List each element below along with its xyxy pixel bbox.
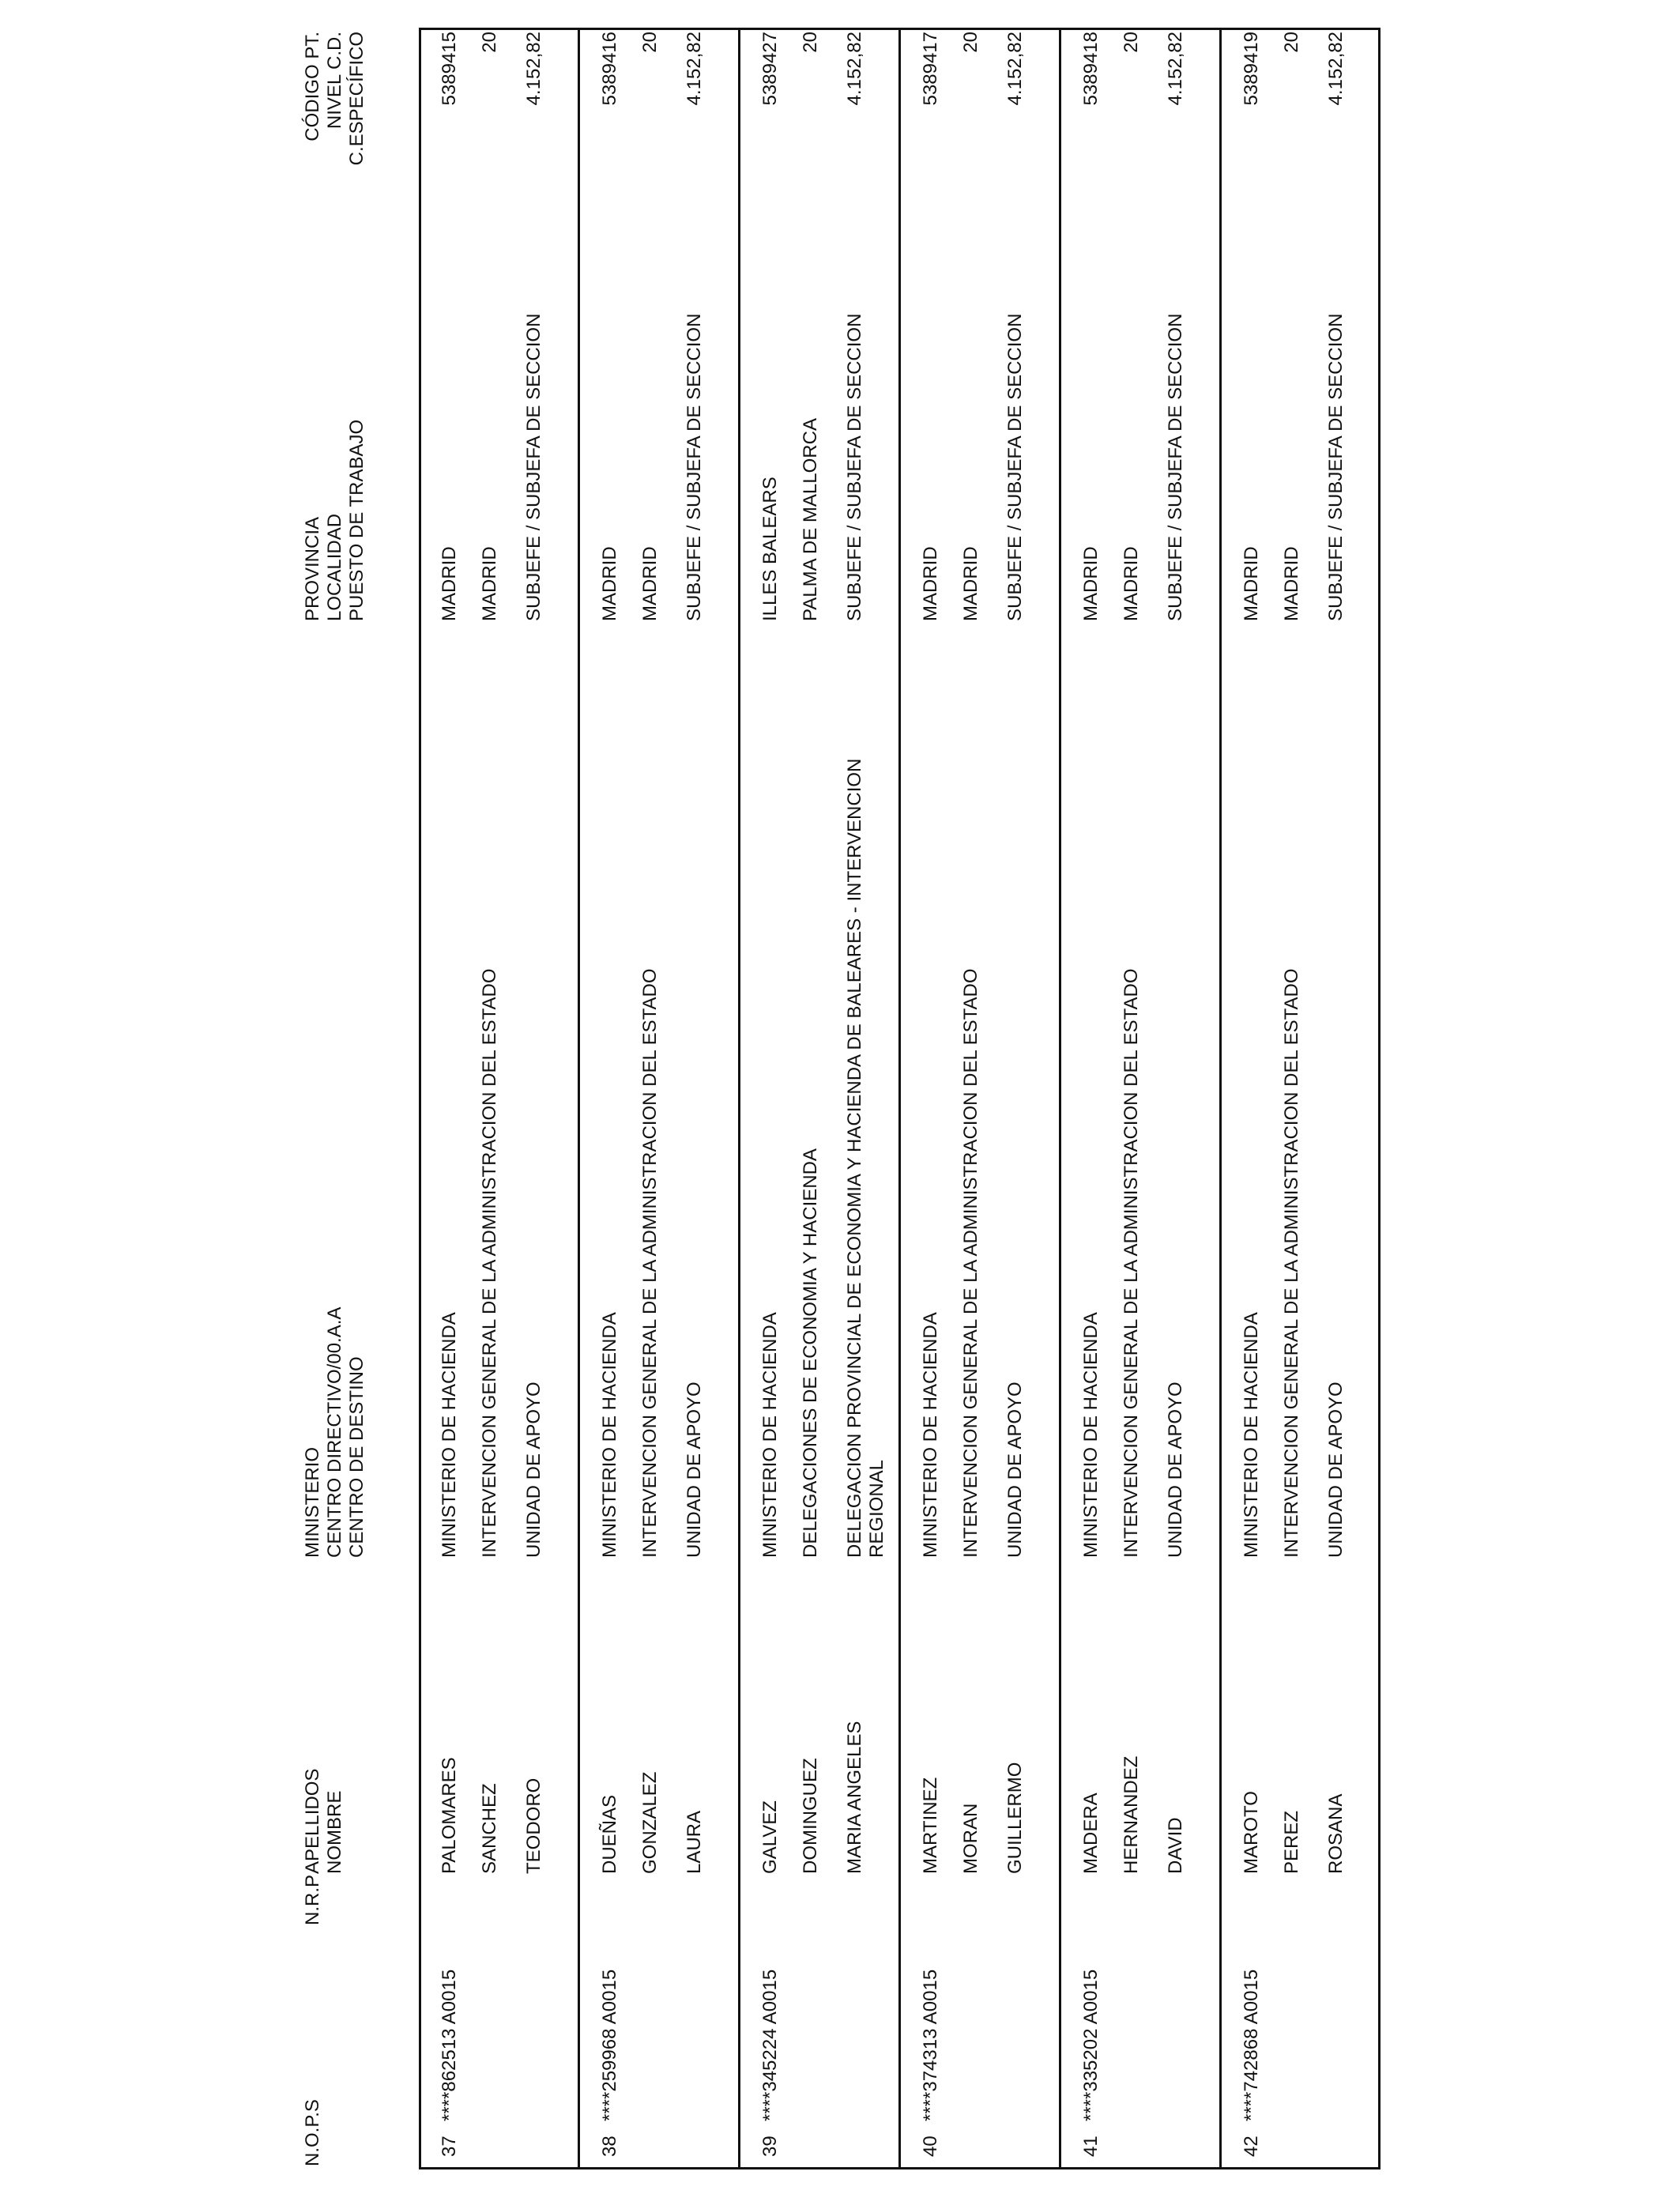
row-nivel: 20	[960, 32, 981, 53]
header-puesto: PUESTO DE TRABAJO	[346, 419, 367, 621]
row-provincia: MADRID	[439, 546, 460, 621]
header-nrp: N.R.P	[302, 1874, 323, 1925]
row-puesto: SUBJEFE / SUBJEFA DE SECCION	[844, 313, 865, 621]
row-apellido2: GONZALEZ	[639, 1771, 661, 1874]
row-apellido2: PEREZ	[1281, 1810, 1302, 1874]
row-nombre: ROSANA	[1325, 1793, 1347, 1874]
row-nrp: ****345224 A0015	[759, 1969, 781, 2121]
row-codigo: 5389416	[599, 32, 620, 106]
row-especifico: 4.152,82	[844, 32, 865, 106]
row-codigo: 5389415	[439, 32, 460, 106]
row-ministerio: MINISTERIO DE HACIENDA	[599, 1312, 620, 1558]
row-especifico: 4.152,82	[1325, 32, 1347, 106]
row-centro-destino: UNIDAD DE APOYO	[1004, 1382, 1026, 1558]
row-centro-destino: UNIDAD DE APOYO	[1165, 1382, 1186, 1558]
row-apellido1: GALVEZ	[759, 1800, 781, 1874]
row-apellido2: SANCHEZ	[479, 1783, 500, 1874]
row-nombre: DAVID	[1165, 1817, 1186, 1874]
row-ministerio: MINISTERIO DE HACIENDA	[439, 1312, 460, 1558]
row-centro-destino: UNIDAD DE APOYO	[523, 1382, 544, 1558]
row-separator	[578, 28, 580, 2169]
row-especifico: 4.152,82	[523, 32, 544, 106]
row-especifico: 4.152,82	[1165, 32, 1186, 106]
row-nops: 41	[1080, 2136, 1102, 2157]
header-codigo: CÓDIGO PT.	[302, 32, 323, 141]
header-ministerio: MINISTERIO	[302, 1446, 323, 1558]
row-codigo: 5389418	[1080, 32, 1102, 106]
row-nombre: LAURA	[684, 1810, 705, 1874]
row-apellido1: DUEÑAS	[599, 1794, 620, 1874]
row-centro-destino: UNIDAD DE APOYO	[684, 1382, 705, 1558]
row-codigo: 5389427	[759, 32, 781, 106]
row-puesto: SUBJEFE / SUBJEFA DE SECCION	[1004, 313, 1026, 621]
row-nrp: ****259968 A0015	[599, 1969, 620, 2121]
row-separator	[1059, 28, 1061, 2169]
row-puesto: SUBJEFE / SUBJEFA DE SECCION	[684, 313, 705, 621]
row-nops: 38	[599, 2136, 620, 2157]
row-nops: 39	[759, 2136, 781, 2157]
row-centro-directivo: DELEGACIONES DE ECONOMIA Y HACIENDA	[800, 1148, 821, 1558]
row-provincia: MADRID	[1241, 546, 1262, 621]
row-especifico: 4.152,82	[1004, 32, 1026, 106]
header-apellidos: APELLIDOS	[302, 1768, 323, 1874]
row-separator	[738, 28, 740, 2169]
row-nrp: ****862513 A0015	[439, 1969, 460, 2121]
row-centro-directivo: INTERVENCION GENERAL DE LA ADMINISTRACION DEL ESTADO	[639, 968, 661, 1558]
row-apellido1: MARTINEZ	[920, 1777, 941, 1874]
row-ministerio: MINISTERIO DE HACIENDA	[920, 1312, 941, 1558]
row-centro-directivo: INTERVENCION GENERAL DE LA ADMINISTRACION DEL ESTADO	[960, 968, 981, 1558]
header-especifico: C.ESPECÍFICO	[346, 32, 367, 166]
header-centro-directivo: CENTRO DIRECTIVO/00.A.A	[324, 1306, 345, 1558]
row-nombre: TEODORO	[523, 1777, 544, 1874]
row-apellido1: MAROTO	[1241, 1791, 1262, 1874]
row-centro-destino: DELEGACION PROVINCIAL DE ECONOMIA Y HACIENDA DE BALEARES - INTERVENCION REGIONAL	[844, 758, 887, 1558]
row-ministerio: MINISTERIO DE HACIENDA	[1080, 1312, 1102, 1558]
row-apellido2: MORAN	[960, 1803, 981, 1874]
row-nrp: ****742868 A0015	[1241, 1969, 1262, 2121]
row-separator	[898, 28, 901, 2169]
row-localidad: MADRID	[960, 546, 981, 621]
row-nivel: 20	[479, 32, 500, 53]
row-centro-directivo: INTERVENCION GENERAL DE LA ADMINISTRACION DEL ESTADO	[1281, 968, 1302, 1558]
row-localidad: MADRID	[1281, 546, 1302, 621]
header-localidad: LOCALIDAD	[324, 513, 345, 621]
row-nops: 42	[1241, 2136, 1262, 2157]
row-apellido2: HERNANDEZ	[1121, 1755, 1142, 1874]
row-localidad: MADRID	[1121, 546, 1142, 621]
row-apellido2: DOMINGUEZ	[800, 1758, 821, 1874]
header-centro-destino: CENTRO DE DESTINO	[346, 1356, 367, 1558]
row-nombre: MARIA ANGELES	[844, 1721, 865, 1874]
row-provincia: MADRID	[1080, 546, 1102, 621]
header-provincia: PROVINCIA	[302, 516, 323, 621]
row-provincia: MADRID	[599, 546, 620, 621]
row-centro-destino: UNIDAD DE APOYO	[1325, 1382, 1347, 1558]
row-nivel: 20	[800, 32, 821, 53]
header-nivel: NIVEL C.D.	[324, 32, 345, 130]
row-ministerio: MINISTERIO DE HACIENDA	[1241, 1312, 1262, 1558]
row-nrp: ****374313 A0015	[920, 1969, 941, 2121]
row-puesto: SUBJEFE / SUBJEFA DE SECCION	[1165, 313, 1186, 621]
row-nops: 37	[439, 2136, 460, 2157]
row-nivel: 20	[1281, 32, 1302, 53]
row-separator	[1219, 28, 1222, 2169]
row-nrp: ****335202 A0015	[1080, 1969, 1102, 2121]
header-nops: N.O.P.S	[302, 2099, 323, 2166]
row-nivel: 20	[1121, 32, 1142, 53]
row-nops: 40	[920, 2136, 941, 2157]
row-codigo: 5389417	[920, 32, 941, 106]
row-ministerio: MINISTERIO DE HACIENDA	[759, 1312, 781, 1558]
row-puesto: SUBJEFE / SUBJEFA DE SECCION	[523, 313, 544, 621]
row-especifico: 4.152,82	[684, 32, 705, 106]
row-centro-directivo: INTERVENCION GENERAL DE LA ADMINISTRACION DEL ESTADO	[1121, 968, 1142, 1558]
header-nombre: NOMBRE	[324, 1790, 345, 1874]
row-centro-directivo: INTERVENCION GENERAL DE LA ADMINISTRACION DEL ESTADO	[479, 968, 500, 1558]
row-nombre: GUILLERMO	[1004, 1762, 1026, 1874]
row-apellido1: PALOMARES	[439, 1757, 460, 1874]
row-provincia: ILLES BALEARS	[759, 477, 781, 621]
row-nivel: 20	[639, 32, 661, 53]
row-localidad: MADRID	[479, 546, 500, 621]
row-codigo: 5389419	[1241, 32, 1262, 106]
row-provincia: MADRID	[920, 546, 941, 621]
row-localidad: MADRID	[639, 546, 661, 621]
row-apellido1: MADERA	[1080, 1793, 1102, 1874]
row-localidad: PALMA DE MALLORCA	[800, 418, 821, 621]
row-puesto: SUBJEFE / SUBJEFA DE SECCION	[1325, 313, 1347, 621]
